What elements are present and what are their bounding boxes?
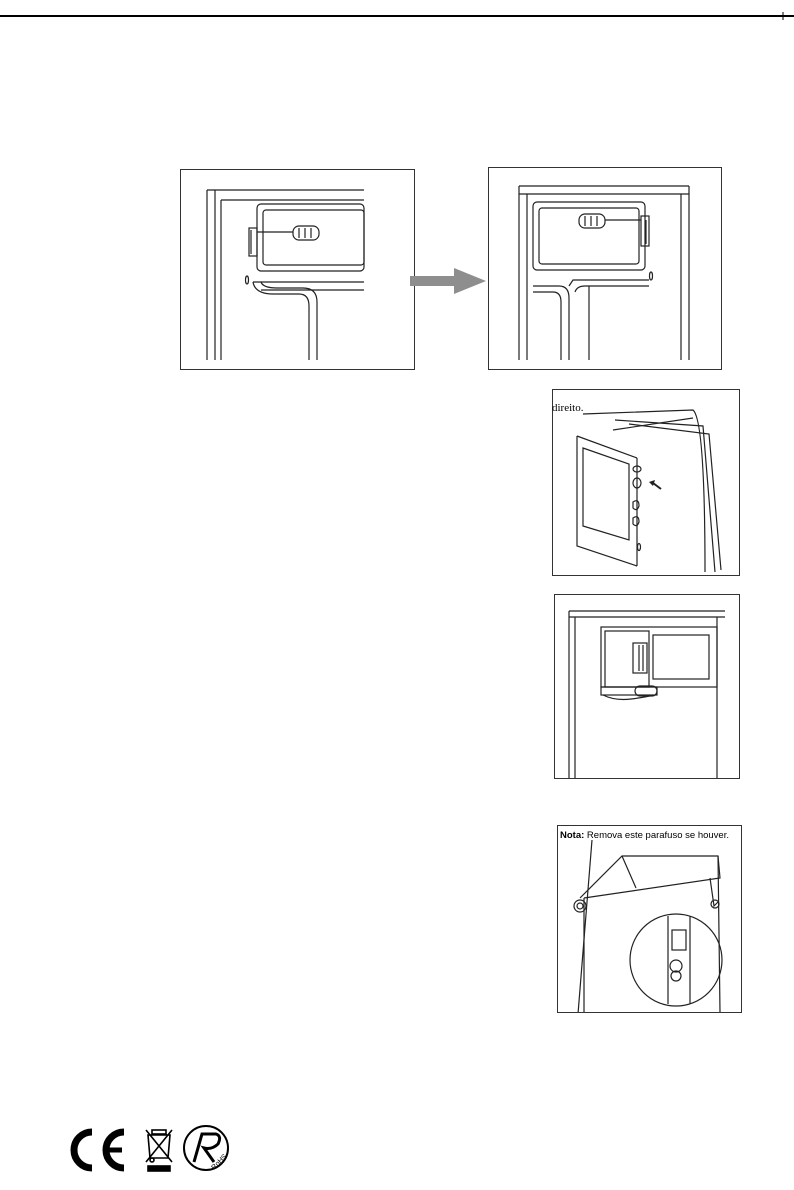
figure-caption: direito.	[552, 402, 584, 414]
arrow-right-icon	[410, 266, 488, 296]
certification-logos	[62, 1122, 242, 1178]
fridge-top-right-illustration	[489, 168, 722, 370]
figure-top-hinge-note	[557, 825, 742, 1013]
freezer-illustration	[555, 595, 740, 779]
note-label: Nota:	[560, 830, 585, 841]
weee-bin-icon	[146, 1130, 172, 1171]
figure-door-hinge-right	[488, 167, 722, 370]
figure-door-side-holes	[552, 389, 740, 576]
door-side-illustration	[553, 390, 740, 576]
top-hinge-illustration	[558, 826, 742, 1013]
rohs-icon	[184, 1126, 229, 1171]
ce-mark-icon	[74, 1132, 124, 1168]
note-text: Remova este parafuso se houver.	[586, 830, 729, 841]
rohs-text: RoHS	[210, 1153, 229, 1172]
fridge-top-left-illustration	[181, 170, 415, 370]
figure-note	[560, 830, 729, 841]
top-rule	[0, 12, 794, 20]
figure-freezer-compartment	[554, 594, 740, 779]
figure-door-hinge-left	[180, 169, 415, 370]
